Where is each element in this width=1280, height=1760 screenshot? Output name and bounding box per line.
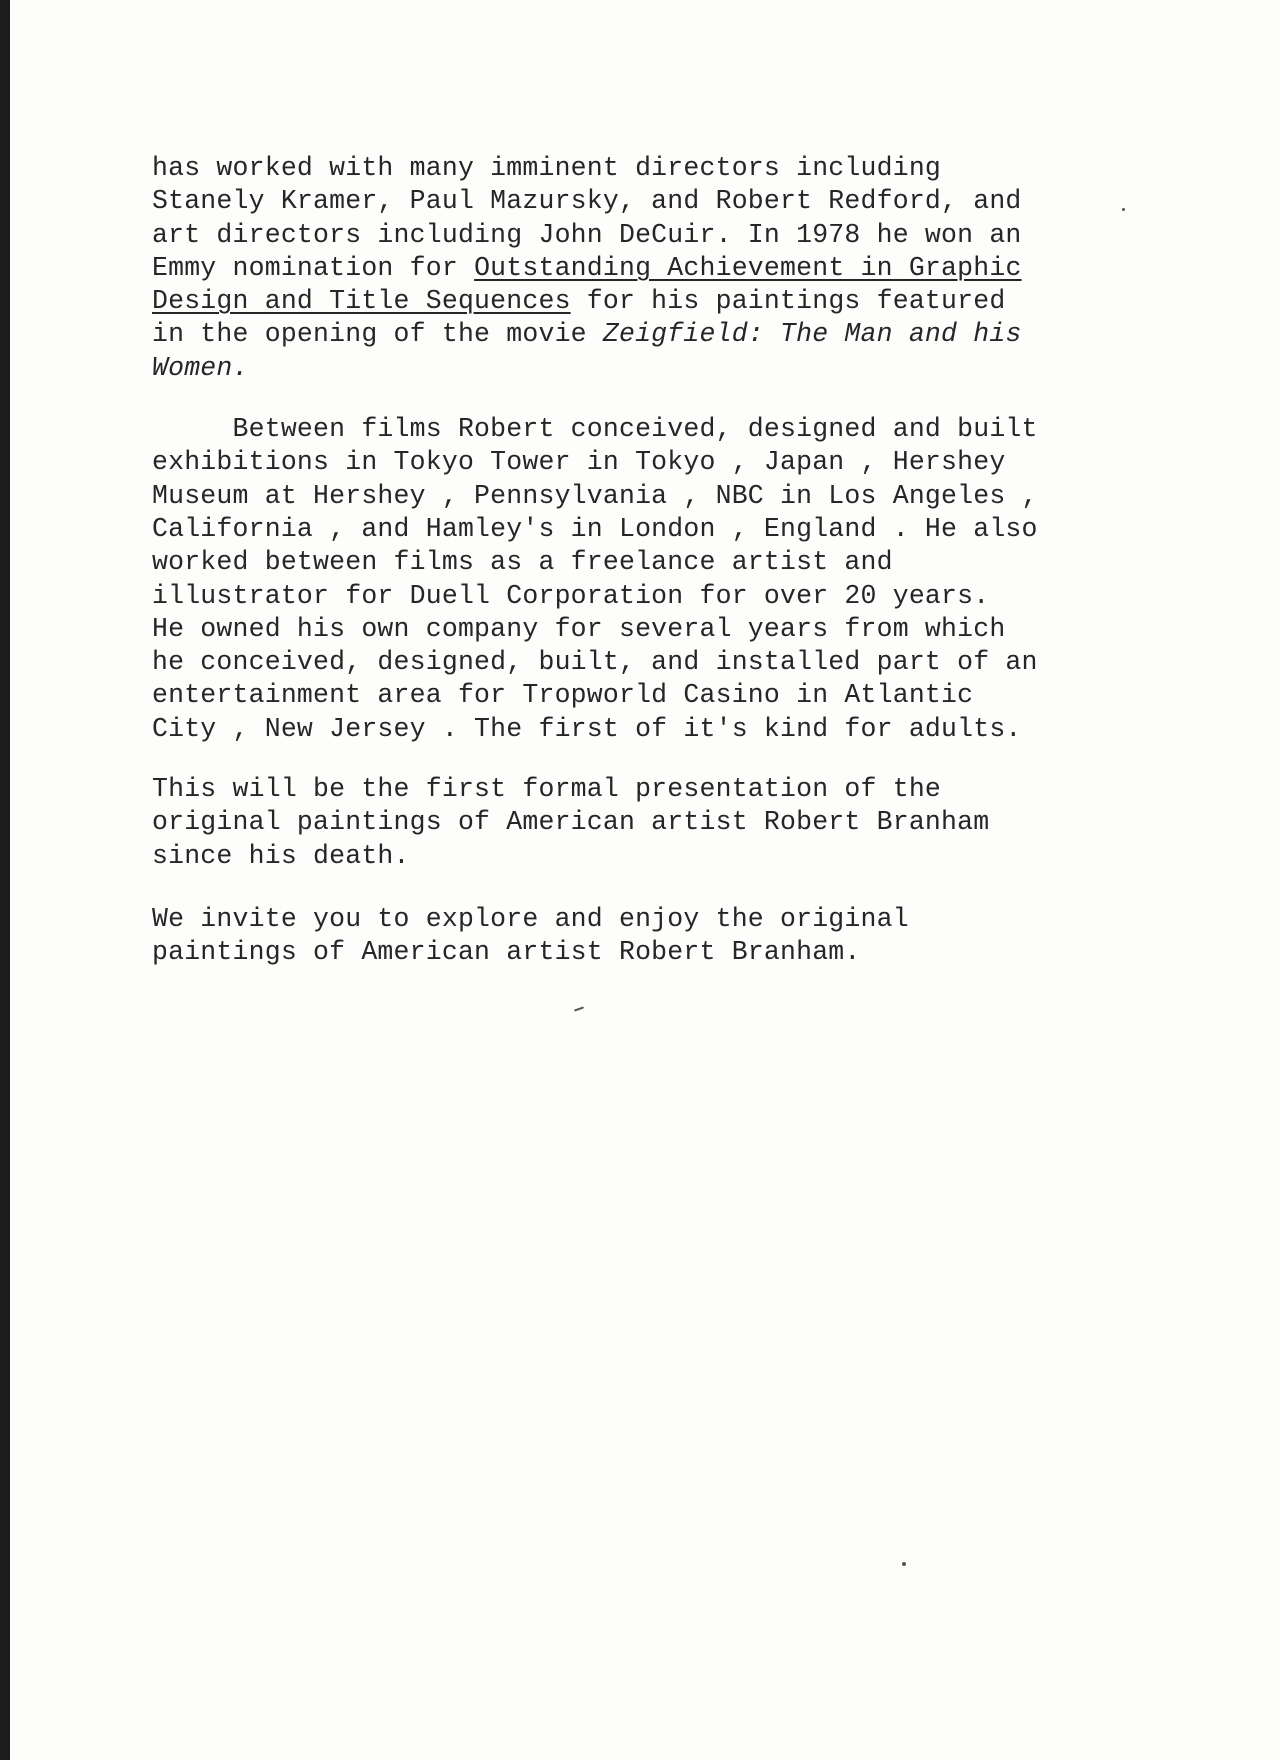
- text-segment: in the opening of the movie: [152, 319, 603, 350]
- text-segment: for his paintings featured: [570, 286, 1006, 317]
- text-line: City , New Jersey . The first of it's kind for adults.: [152, 713, 1022, 744]
- scan-speck: [1122, 208, 1125, 211]
- film-title-part2: Women.: [152, 352, 249, 383]
- paragraph-invitation: [152, 903, 1152, 970]
- paragraph-exhibitions: [152, 413, 1152, 746]
- text-line: entertainment area for Tropworld Casino in Atlantic: [152, 680, 974, 711]
- text-line: We invite you to explore and enjoy the original: [152, 903, 909, 934]
- text-line: [152, 252, 1152, 285]
- document-body: [152, 152, 1152, 970]
- text-line: art directors including John DeCuir. In 1978 he won an: [152, 219, 1022, 250]
- award-title-part2: Design and Title Sequences: [152, 286, 571, 317]
- text-line: illustrator for Duell Corporation for over 20 years.: [152, 580, 990, 611]
- text-line: [152, 285, 1152, 318]
- paragraph-career: [152, 152, 1152, 385]
- text-line: since his death.: [152, 840, 410, 871]
- text-line: exhibitions in Tokyo Tower in Tokyo , Japan , Hershey: [152, 447, 1006, 478]
- text-line: California , and Hamley's in London , England . He also: [152, 513, 1038, 544]
- text-line: original paintings of American artist Robert Branham: [152, 807, 990, 838]
- text-line: Museum at Hershey , Pennsylvania , NBC in Los Angeles ,: [152, 480, 1038, 511]
- text-segment: Emmy nomination for: [152, 252, 475, 283]
- text-line: Between films Robert conceived, designed and built: [152, 414, 1038, 445]
- text-line: worked between films as a freelance artist and: [152, 547, 893, 578]
- award-title-part1: Outstanding Achievement in Graphic: [474, 252, 1022, 283]
- scan-speck: [574, 1006, 584, 1011]
- scan-left-edge: [0, 0, 10, 1760]
- text-line: This will be the first formal presentation of the: [152, 774, 942, 805]
- text-line: paintings of American artist Robert Branham.: [152, 937, 861, 968]
- text-line: Stanely Kramer, Paul Mazursky, and Robert Redford, and: [152, 186, 1022, 217]
- text-line: he conceived, designed, built, and installed part of an: [152, 647, 1038, 678]
- text-line: [152, 318, 1152, 351]
- paragraph-presentation: [152, 773, 1152, 873]
- film-title-part1: Zeigfield: The Man and his: [602, 319, 1022, 350]
- text-line: He owned his own company for several years from which: [152, 613, 1006, 644]
- text-line: has worked with many imminent directors including: [152, 153, 942, 183]
- scan-speck: [902, 1562, 906, 1566]
